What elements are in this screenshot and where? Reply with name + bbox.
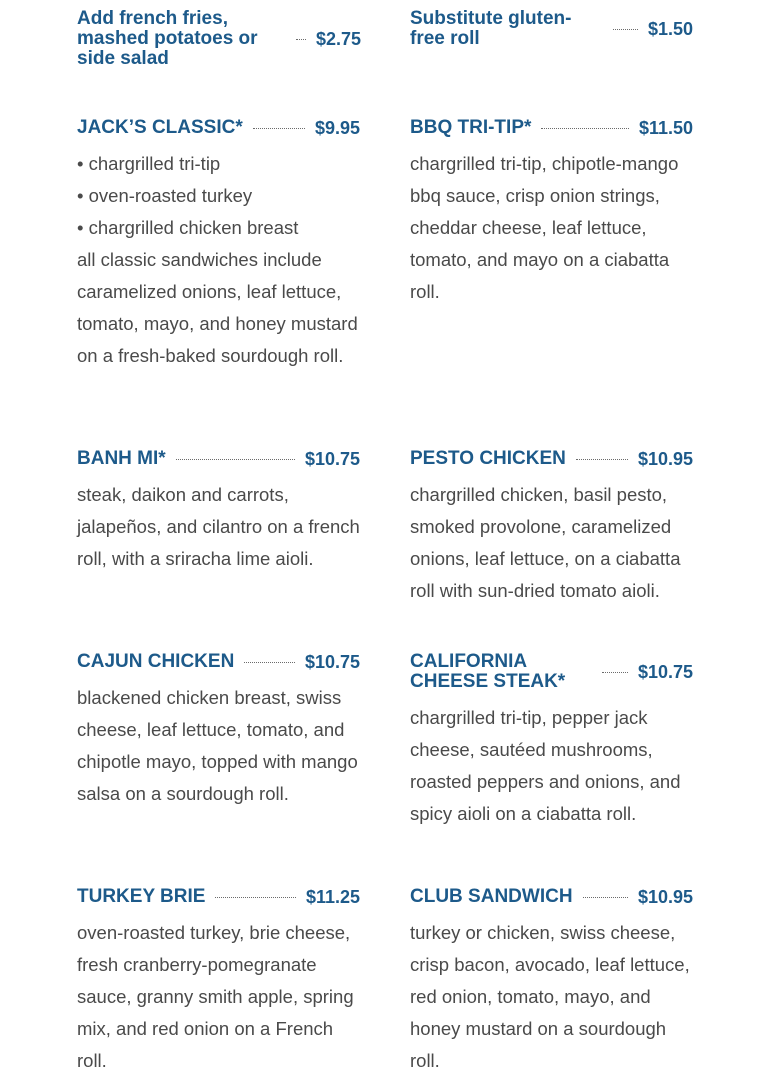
menu-item-name: CAJUN CHICKEN bbox=[77, 651, 235, 672]
menu-item-name: TURKEY BRIE bbox=[77, 886, 206, 907]
menu-item-price: $10.75 bbox=[637, 662, 693, 682]
menu-item-name: CLUB SANDWICH bbox=[410, 886, 573, 907]
addon-gluten-name: Substitute gluten-free roll bbox=[410, 8, 572, 49]
menu-item-price: $11.50 bbox=[638, 118, 693, 138]
bullet-item: • chargrilled chicken breast bbox=[77, 217, 299, 238]
addon-gluten-price: $1.50 bbox=[647, 19, 693, 39]
menu-item-name: JACK’S CLASSIC* bbox=[77, 117, 243, 138]
menu-item-description: chargrilled chicken, basil pesto, smoked provolone, caramelized onions, leaf lettuce, on a ciabatta roll with sun-dried tomato aioli. bbox=[410, 484, 681, 601]
price-leader bbox=[583, 897, 628, 898]
price-leader bbox=[602, 672, 628, 673]
menu-item-price: $9.95 bbox=[314, 118, 360, 138]
menu-item-banh-mi bbox=[77, 449, 360, 575]
price-leader bbox=[253, 128, 305, 129]
menu-item-price: $10.75 bbox=[304, 449, 360, 469]
menu-item-description: steak, daikon and carrots, jalapeños, and cilantro on a french roll, with a sriracha lime aioli. bbox=[77, 484, 360, 569]
menu-item-description: blackened chicken breast, swiss cheese, leaf lettuce, tomato, and chipotle mayo, topped with mango salsa on a sourdough roll. bbox=[77, 687, 358, 804]
menu-item-description: chargrilled tri-tip, pepper jack cheese, sautéed mushrooms, roasted peppers and onions, and spicy aioli on a ciabatta roll. bbox=[410, 707, 681, 824]
menu-item-description: chargrilled tri-tip, chipotle-mango bbq sauce, crisp onion strings, cheddar cheese, leaf lettuce, tomato, and mayo on a ciabatta roll. bbox=[410, 153, 679, 302]
menu-item-description bbox=[77, 148, 360, 372]
menu-item-price: $10.95 bbox=[637, 449, 693, 469]
bullet-item: • chargrilled tri-tip bbox=[77, 153, 221, 174]
addon-fries bbox=[77, 9, 360, 69]
addon-gluten bbox=[410, 9, 693, 49]
menu-item-jacks-classic bbox=[77, 118, 360, 372]
price-leader bbox=[576, 459, 628, 460]
price-leader bbox=[296, 39, 306, 40]
menu-item-description: turkey or chicken, swiss cheese, crisp bacon, avocado, leaf lettuce, red onion, tomato, mayo, and honey mustard on a sourdough roll. bbox=[410, 922, 690, 1071]
menu-item-turkey-brie bbox=[77, 887, 360, 1077]
addon-fries-price: $2.75 bbox=[316, 29, 362, 49]
menu-item-price: $10.75 bbox=[304, 652, 360, 672]
menu-item-name: PESTO CHICKEN bbox=[410, 448, 566, 469]
price-leader bbox=[176, 459, 295, 460]
price-leader bbox=[244, 662, 295, 663]
menu-item-pesto-chicken bbox=[410, 449, 693, 607]
menu-item-price: $11.25 bbox=[305, 887, 360, 907]
menu-item-bbq-tri-tip bbox=[410, 118, 693, 308]
menu-item-club-sandwich bbox=[410, 887, 693, 1077]
menu-item-name: BANH MI* bbox=[77, 448, 166, 469]
price-leader bbox=[541, 128, 629, 129]
price-leader bbox=[215, 897, 295, 898]
menu-item-name: CALIFORNIA CHEESE STEAK* bbox=[410, 651, 566, 692]
menu-item-note: all classic sandwiches include caramelized onions, leaf lettuce, tomato, mayo, and honey mustard on a fresh-baked sourdough roll. bbox=[77, 249, 358, 366]
menu-item-california-cheese-steak bbox=[410, 652, 693, 830]
addon-fries-name: Add french fries, mashed potatoes or side salad bbox=[77, 8, 258, 69]
bullet-item: • oven-roasted turkey bbox=[77, 185, 253, 206]
menu-item-cajun-chicken bbox=[77, 652, 360, 810]
menu-item-price: $10.95 bbox=[637, 887, 693, 907]
menu-item-description: oven-roasted turkey, brie cheese, fresh cranberry-pomegranate sauce, granny smith apple, spring mix, and red onion on a French roll. bbox=[77, 922, 354, 1071]
menu-item-name: BBQ TRI-TIP* bbox=[410, 117, 532, 138]
price-leader bbox=[613, 29, 638, 30]
